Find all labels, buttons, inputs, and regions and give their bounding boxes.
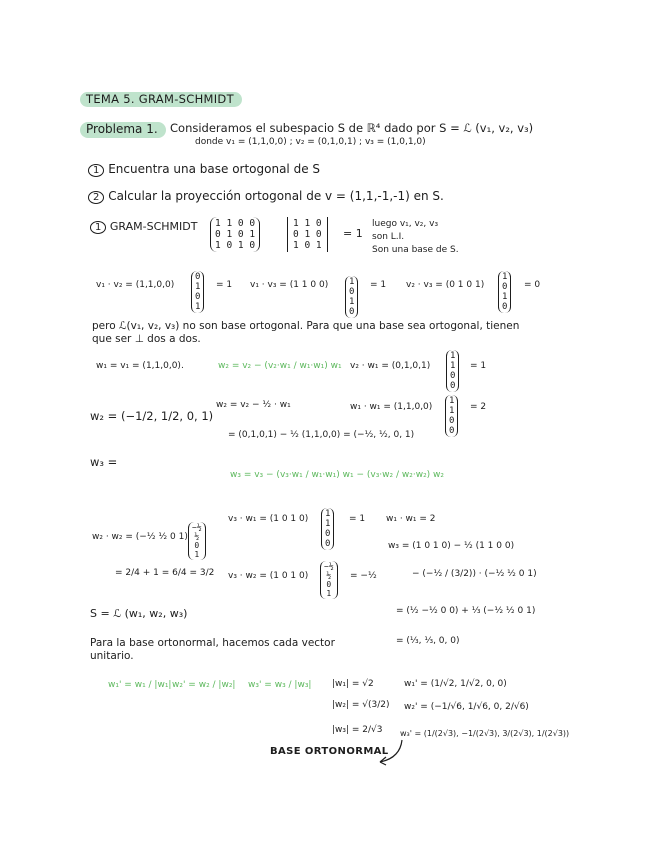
problem-label: Problema 1.: [80, 122, 166, 138]
task-2: [88, 190, 444, 204]
dot-v1v3-col: 1 0 1 0: [345, 276, 358, 318]
task-1: [88, 163, 320, 177]
dot-v1v2-rhs: = 1: [216, 280, 233, 290]
norm-w1: |w₁| = √2: [332, 679, 374, 689]
norm-w2: |w₂| = √(3/2): [332, 700, 390, 710]
normalize-w2: w₂' = w₂ / |w₂|: [172, 680, 236, 690]
w1w1-col: 1 1 0 0: [445, 395, 458, 437]
unit-w3: w₃' = (1/(2√3), −1/(2√3), 3/(2√3), 1/(2√3)): [400, 729, 570, 738]
w1-def: w₁ = v₁ = (1,1,0,0).: [96, 361, 184, 371]
det-value: = 1: [343, 227, 363, 240]
span-result: S = ℒ (w₁, w₂, w₃): [90, 607, 188, 620]
w2-step-2: = (0,1,0,1) − ½ (1,1,0,0) = (−½, ½, 0, 1): [228, 430, 415, 440]
unit-w1: w₁' = (1/√2, 1/√2, 0, 0): [404, 679, 507, 689]
topic-title: TEMA 5. GRAM-SCHMIDT: [80, 92, 242, 107]
v3w2-rhs: = −½: [350, 571, 377, 581]
v2w1-col: 1 1 0 0: [446, 350, 459, 392]
v3w1-col: 1 1 0 0: [321, 508, 334, 550]
dot-v1v2-lhs: v₁ · v₂ = (1,1,0,0): [96, 280, 175, 290]
problem-vectors: donde v₁ = (1,1,0,0) ; v₂ = (0,1,0,1) ; v₃ = (1,0,1,0): [195, 137, 426, 147]
ortho-note-2: unitario.: [90, 650, 134, 662]
v3w1-lhs: v₃ · w₁ = (1 0 1 0): [228, 514, 309, 524]
w3-calc-2: − (−½ / (3/2)) · (−½ ½ 0 1): [412, 569, 537, 579]
norm-w3: |w₃| = 2/√3: [332, 725, 383, 735]
task-2-text: Calcular la proyección ortogonal de v = (1,1,-1,-1) en S.: [108, 189, 444, 203]
conclusion-line-2: son L.I.: [372, 232, 405, 242]
part1-title: GRAM-SCHMIDT: [109, 220, 198, 233]
dot-v2v3-col: 1 0 1 0: [498, 271, 511, 313]
w2w2-col: −½ ½ 0 1: [188, 522, 206, 560]
normalize-w3: w₃' = w₃ / |w₃|: [248, 680, 312, 690]
note-line-1: pero ℒ(v₁, v₂, v₃) no son base ortogonal. Para que una base sea ortogonal, tienen: [92, 320, 520, 332]
base-ortonormal-label: BASE ORTONORMAL: [270, 746, 389, 757]
w3-calc-4: = (⅓, ⅓, 0, 0): [396, 636, 460, 646]
vectors-matrix: 1 1 0 0 0 1 0 1 1 0 1 0: [210, 217, 260, 252]
conclusion-line-3: Son una base de S.: [372, 245, 459, 255]
v3w1-rhs: = 1: [349, 514, 366, 524]
normalize-w1: w₁' = w₁ / |w₁|: [108, 680, 172, 690]
part1-heading: [90, 221, 197, 234]
part1-number: 1: [90, 221, 106, 234]
dot-v1v3-lhs: v₁ · v₃ = (1 1 0 0): [250, 280, 329, 290]
task-2-number: 2: [88, 191, 104, 204]
w2-step-1: w₂ = v₂ − ½ · w₁: [216, 400, 291, 410]
w1w1-lhs: w₁ · w₁ = (1,1,0,0): [350, 402, 433, 412]
task-1-text: Encuentra una base ortogonal de S: [108, 162, 321, 176]
w3-label: w₃ =: [90, 455, 118, 469]
arrow-icon: [372, 738, 406, 768]
unit-w2: w₂' = (−1/√6, 1/√6, 0, 2/√6): [404, 702, 529, 712]
dot-v1v2-col: 0 1 0 1: [191, 271, 204, 313]
w3-calc-1: w₃ = (1 0 1 0) − ½ (1 1 0 0): [388, 541, 515, 551]
problem-statement: Consideramos el subespacio S de ℝ⁴ dado por S = ℒ (v₁, v₂, v₃): [170, 121, 534, 135]
w1w1-rhs: = 2: [470, 402, 487, 412]
note-line-2: que ser ⊥ dos a dos.: [92, 333, 201, 345]
w2-result: w₂ = (−1/2, 1/2, 0, 1): [90, 409, 214, 423]
conclusion-line-1: luego v₁, v₂, v₃: [372, 219, 439, 229]
det-matrix: 1 1 0 0 1 0 1 0 1: [287, 217, 328, 252]
w3-formula: w₃ = v₃ − (v₃·w₁ / w₁·w₁) w₁ − (v₃·w₂ / w₂·w₂) w₂: [230, 470, 445, 480]
w3-calc-3: = (½ −½ 0 0) + ⅓ (−½ ½ 0 1): [396, 606, 536, 616]
v2w1-rhs: = 1: [470, 361, 487, 371]
task-1-number: 1: [88, 164, 104, 177]
v3w2-col: −½ ½ 0 1: [320, 561, 338, 599]
v2w1-lhs: v₂ · w₁ = (0,1,0,1): [350, 361, 431, 371]
v3w2-lhs: v₃ · w₂ = (1 0 1 0): [228, 571, 309, 581]
w2w2-step: = 2/4 + 1 = 6/4 = 3/2: [115, 568, 215, 578]
w2-formula: w₂ = v₂ − (v₂·w₁ / w₁·w₁) w₁: [218, 361, 342, 371]
ortho-note-1: Para la base ortonormal, hacemos cada vector: [90, 637, 335, 649]
w1w1-short: w₁ · w₁ = 2: [386, 514, 436, 524]
dot-v2v3-rhs: = 0: [524, 280, 541, 290]
w2w2-lhs: w₂ · w₂ = (−½ ½ 0 1): [92, 532, 188, 542]
dot-v1v3-rhs: = 1: [370, 280, 387, 290]
dot-v2v3-lhs: v₂ · v₃ = (0 1 0 1): [406, 280, 485, 290]
